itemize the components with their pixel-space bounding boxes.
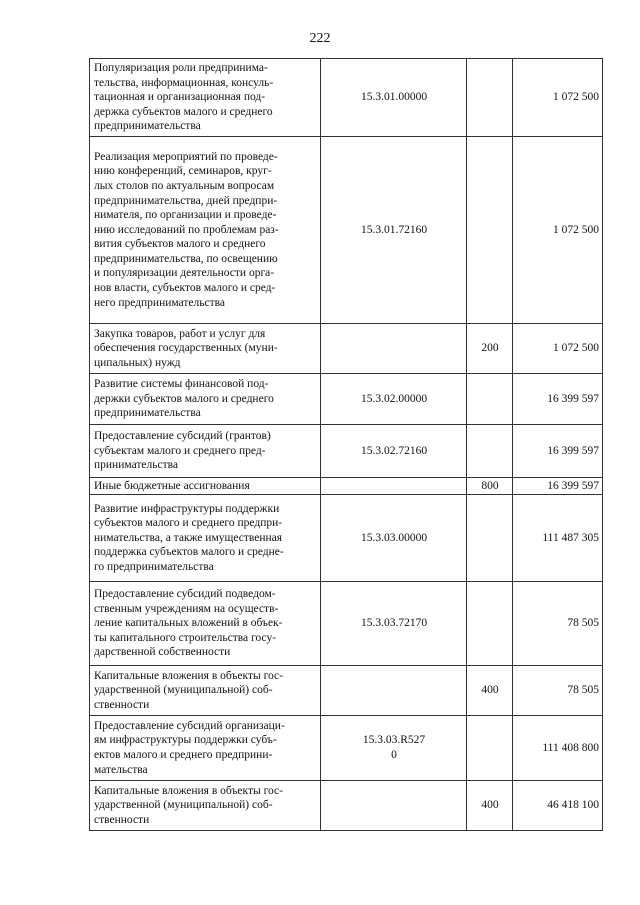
table-row: [90, 716, 603, 781]
table-row: [90, 59, 603, 137]
table-row: [90, 495, 603, 582]
row-kind: 400: [467, 781, 513, 831]
row-code: [321, 781, 467, 831]
row-name: Капитальные вложения в объекты гос- ударственной (муниципальной) соб- ственности: [90, 781, 321, 831]
table-row: [90, 374, 603, 425]
table-row: [90, 137, 603, 324]
budget-table: [89, 58, 603, 831]
row-kind: [467, 137, 513, 324]
row-code: 15.3.03.00000: [321, 495, 467, 582]
row-name: Предоставление субсидий организаци- ям инфраструктуры поддержки субъ- ектов малого и среднего предприни- мательства: [90, 716, 321, 781]
row-code: [321, 666, 467, 716]
row-sum: 16 399 597: [513, 374, 603, 425]
row-kind: [467, 374, 513, 425]
row-code: 15.3.03.R527 0: [321, 716, 467, 781]
row-code: 15.3.01.72160: [321, 137, 467, 324]
row-code: 15.3.03.72170: [321, 582, 467, 666]
row-kind: 800: [467, 478, 513, 495]
row-kind: [467, 425, 513, 478]
page-number: 222: [309, 31, 331, 46]
table-row: [90, 478, 603, 495]
row-code: [321, 324, 467, 374]
row-sum: 16 399 597: [513, 425, 603, 478]
row-name: Капитальные вложения в объекты гос- ударственной (муниципальной) соб- ственности: [90, 666, 321, 716]
row-name: Развитие системы финансовой под- держки субъектов малого и среднего предпринимательства: [90, 374, 321, 425]
row-sum: 1 072 500: [513, 137, 603, 324]
row-kind: 400: [467, 666, 513, 716]
table-row: [90, 582, 603, 666]
row-sum: 16 399 597: [513, 478, 603, 495]
row-sum: 111 408 800: [513, 716, 603, 781]
table-row: [90, 781, 603, 831]
row-name: Закупка товаров, работ и услуг для обеспечения государственных (муни- ципальных) нужд: [90, 324, 321, 374]
row-kind: [467, 716, 513, 781]
row-name: Развитие инфраструктуры поддержки субъектов малого и среднего предпри- нимательства, а также имущественная поддержка субъектов малого и средне- го предпринимательства: [90, 495, 321, 582]
row-sum: 1 072 500: [513, 59, 603, 137]
table-row: [90, 666, 603, 716]
row-sum: 46 418 100: [513, 781, 603, 831]
row-name: Реализация мероприятий по проведе- нию конференций, семинаров, круг- лых столов по актуальным вопросам предпринимательства, дней предпри- нимателя, по организации и проведе- нию исследований по проблемам раз- вития субъектов малого и среднего предпринимательства, по освещению и популяризации деятельности орга- нов власти, субъектов малого и сред- него предпринимательства: [90, 137, 321, 324]
row-kind: [467, 495, 513, 582]
row-code: 15.3.02.72160: [321, 425, 467, 478]
row-sum: 78 505: [513, 666, 603, 716]
row-name: Популяризация роли предпринима- тельства, информационная, консуль- тационная и организационная под- держка субъектов малого и среднего предпринимательства: [90, 59, 321, 137]
row-name: Предоставление субсидий подведом- ственным учреждениям на осуществ- ление капитальных вложений в объек- ты капитального строительства госу- дарственной собственности: [90, 582, 321, 666]
row-kind: [467, 582, 513, 666]
row-code: 15.3.02.00000: [321, 374, 467, 425]
row-sum: 78 505: [513, 582, 603, 666]
table-row: [90, 324, 603, 374]
row-code: [321, 478, 467, 495]
row-kind: [467, 59, 513, 137]
row-sum: 111 487 305: [513, 495, 603, 582]
row-code: 15.3.01.00000: [321, 59, 467, 137]
row-name: Иные бюджетные ассигнования: [90, 478, 321, 495]
row-kind: 200: [467, 324, 513, 374]
row-sum: 1 072 500: [513, 324, 603, 374]
row-name: Предоставление субсидий (грантов) субъектам малого и среднего пред- принимательства: [90, 425, 321, 478]
table-row: [90, 425, 603, 478]
